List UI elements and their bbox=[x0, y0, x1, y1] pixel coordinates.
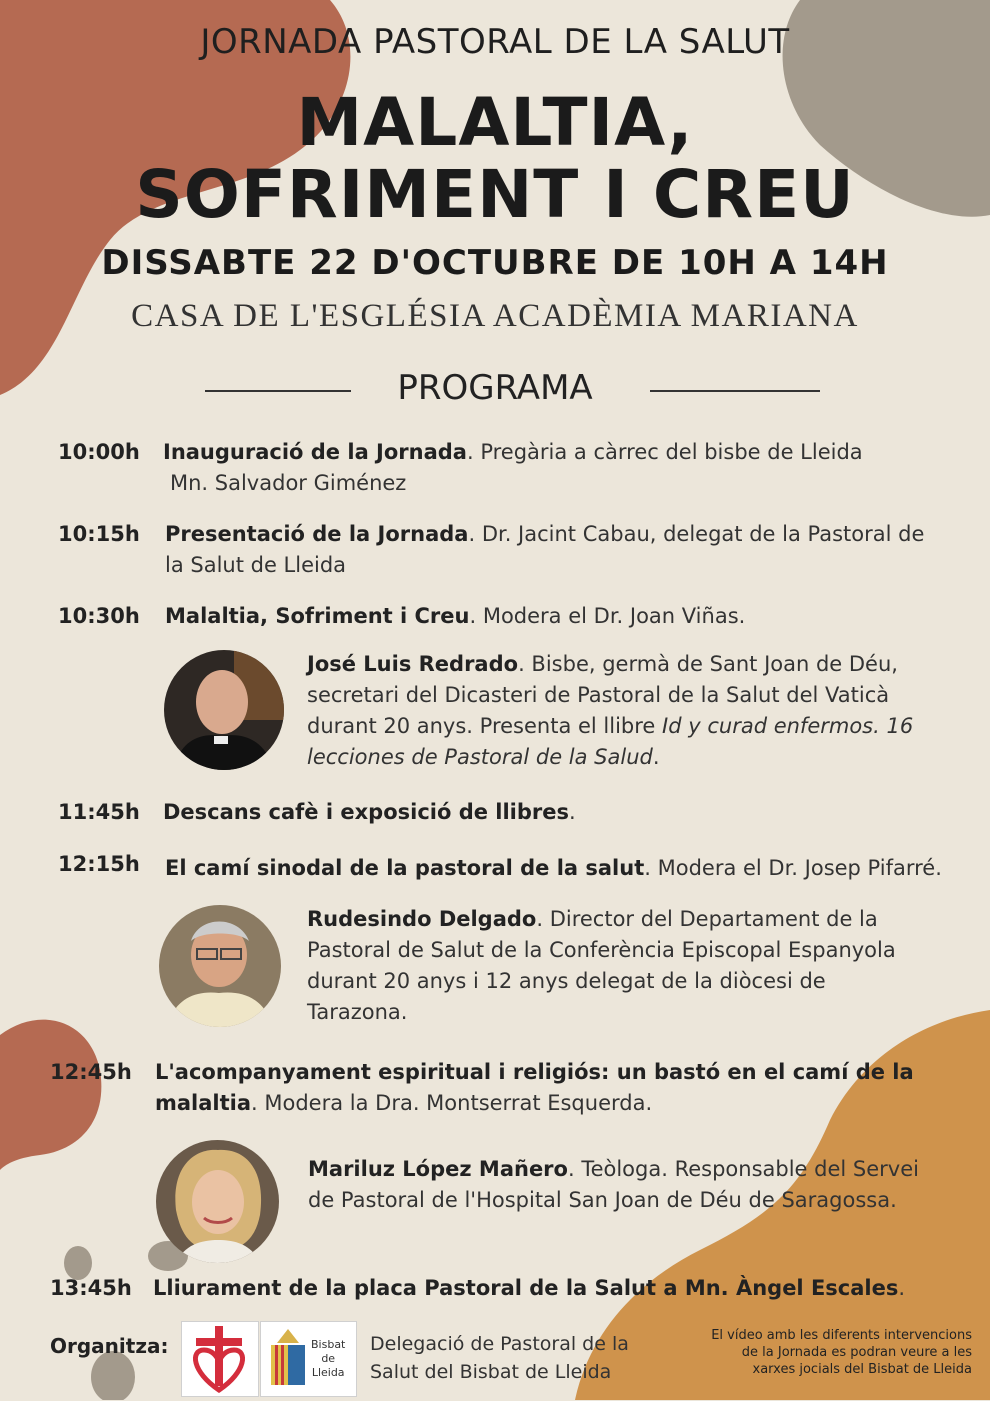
program-item-cami-sinodal: El camí sinodal de la pastoral de la salut. Modera el Dr. Josep Pifarré. bbox=[165, 856, 942, 880]
taupe-dot-1 bbox=[64, 1246, 92, 1280]
speaker-photo-delgado bbox=[159, 905, 281, 1027]
program-heading: PROGRAMA bbox=[397, 368, 593, 408]
speaker-bio-lopez: Mariluz López Mañero. Teòloga. Responsable del Servei de Pastoral de l'Hospital San Joan de Déu de Saragossa. bbox=[308, 1157, 919, 1212]
speaker-bio-delgado: Rudesindo Delgado. Director del Departament de la Pastoral de Salut de la Conferència Episcopal Espanyola durant 20 anys i 12 anys delegat de la diòcesi de Tarazona. bbox=[307, 907, 896, 1024]
program-item-acompanyament: L'acompanyament espiritual i religiós: un bastó en el camí de la malaltia. Modera la Dra. Montserrat Esquerda. bbox=[155, 1060, 914, 1115]
taupe-dot-3 bbox=[91, 1351, 135, 1400]
terracotta-blob-left bbox=[0, 1020, 101, 1170]
title-line-2: SOFRIMENT I CREU bbox=[135, 156, 855, 233]
event-date: DISSABTE 22 D'OCTUBRE DE 10H A 14H bbox=[101, 243, 889, 283]
time-1245: 12:45h bbox=[50, 1060, 132, 1084]
pastoral-salut-logo bbox=[181, 1321, 259, 1397]
time-1015: 10:15h bbox=[58, 522, 140, 546]
program-item-presentacio: Presentació de la Jornada. Dr. Jacint Cabau, delegat de la Pastoral de la Salut de Lleida bbox=[165, 522, 925, 577]
delegation-name: Delegació de Pastoral de la Salut del Bisbat de Lleida bbox=[370, 1333, 629, 1383]
speaker-photo-lopez bbox=[156, 1140, 279, 1263]
time-1000: 10:00h bbox=[58, 440, 140, 464]
program-item-lliurament: Lliurament de la placa Pastoral de la Salut a Mn. Àngel Escales. bbox=[153, 1276, 906, 1300]
time-1145: 11:45h bbox=[58, 800, 140, 824]
speaker-bio-redrado: José Luis Redrado. Bisbe, germà de Sant Joan de Déu, secretari del Dicasteri de Pastoral de la Salut del Vaticà durant 20 anys. Presenta el llibre Id y curad enfermos. 16 lecciones de Pastoral de la Salud. bbox=[307, 652, 914, 769]
program-item-descans: Descans cafè i exposició de llibres. bbox=[163, 800, 576, 824]
event-pretitle: JORNADA PASTORAL DE LA SALUT bbox=[200, 22, 790, 62]
divider-right bbox=[650, 390, 820, 392]
event-title bbox=[0, 84, 990, 233]
event-venue: CASA DE L'ESGLÉSIA ACADÈMIA MARIANA bbox=[131, 298, 859, 334]
program-item-inauguracio: Inauguració de la Jornada. Pregària a càrrec del bisbe de Lleida Mn. Salvador Giménez bbox=[163, 440, 863, 495]
title-line-1: MALALTIA, bbox=[296, 84, 694, 161]
time-1345: 13:45h bbox=[50, 1276, 132, 1300]
time-1030: 10:30h bbox=[58, 604, 140, 628]
organitza-label: Organitza: bbox=[50, 1334, 169, 1358]
video-note: El vídeo amb les diferents intervencions de la Jornada es podran veure a les xarxes jocials del Bisbat de Lleida bbox=[711, 1328, 972, 1377]
bisbat-lleida-logo bbox=[260, 1321, 357, 1397]
time-1215: 12:15h bbox=[58, 852, 140, 876]
program-item-malaltia: Malaltia, Sofriment i Creu. Modera el Dr. Joan Viñas. bbox=[165, 604, 746, 628]
bisbat-logo-text: Bisbat de Lleida bbox=[311, 1338, 346, 1379]
speaker-photo-redrado bbox=[164, 650, 284, 770]
